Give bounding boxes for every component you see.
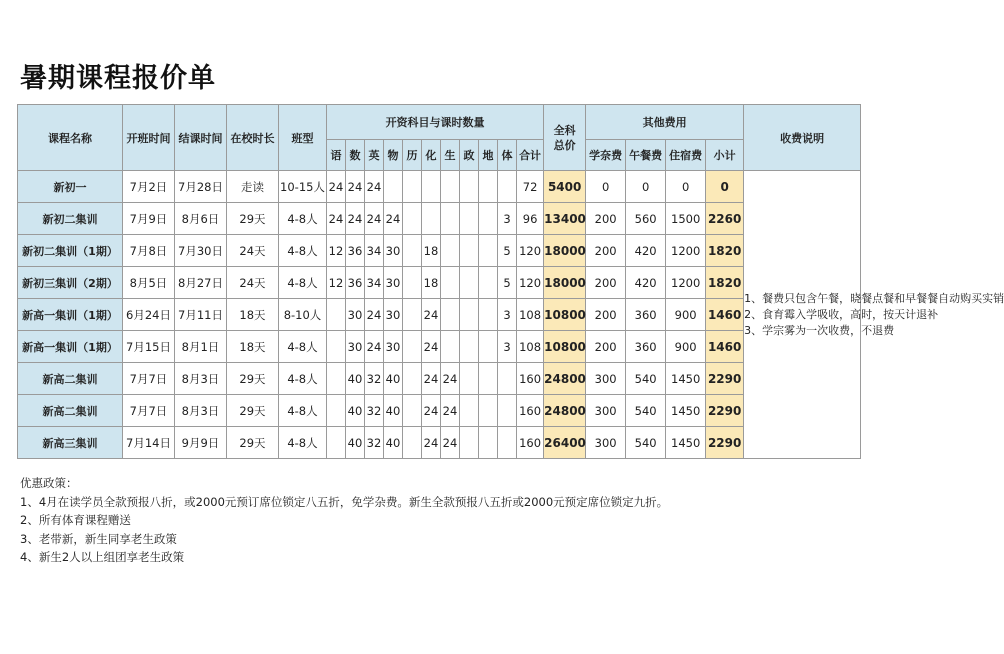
policy-item: 3、老带新，新生同享老生政策 <box>20 531 177 546</box>
subject-hours-cell: 3 <box>498 203 517 235</box>
policy-title: 优惠政策： <box>20 476 78 490</box>
full-price-cell: 5400 <box>544 171 586 203</box>
subject-hours-cell <box>479 171 498 203</box>
table-row <box>18 267 861 299</box>
subject-hours-cell: 30 <box>384 235 403 267</box>
start-cell: 7月15日 <box>123 331 175 363</box>
subject-hours-cell <box>384 171 403 203</box>
duration-cell: 29天 <box>227 363 279 395</box>
fee-cell: 360 <box>626 299 666 331</box>
header-subject: 生 <box>441 140 460 171</box>
subject-hours-cell: 24 <box>365 171 384 203</box>
course-name-cell: 新初一 <box>18 171 123 203</box>
header-subject: 合计 <box>517 140 544 171</box>
fee-cell: 0 <box>666 171 706 203</box>
class-type-cell: 4-8人 <box>279 427 327 459</box>
subject-hours-cell <box>498 395 517 427</box>
subject-hours-cell: 24 <box>365 299 384 331</box>
table-row <box>18 395 861 427</box>
subject-hours-cell <box>498 363 517 395</box>
subject-hours-cell <box>479 299 498 331</box>
end-cell: 7月28日 <box>175 171 227 203</box>
subject-hours-cell <box>327 299 346 331</box>
subject-hours-cell: 40 <box>384 363 403 395</box>
subject-hours-cell: 24 <box>365 331 384 363</box>
subject-hours-cell <box>422 171 441 203</box>
table-row <box>18 203 861 235</box>
full-price-cell: 26400 <box>544 427 586 459</box>
subject-hours-cell: 30 <box>384 331 403 363</box>
subject-hours-cell: 108 <box>517 299 544 331</box>
subject-hours-cell <box>441 331 460 363</box>
course-name-cell: 新初三集训（2期） <box>18 267 123 299</box>
end-cell: 7月11日 <box>175 299 227 331</box>
subject-hours-cell: 24 <box>422 363 441 395</box>
full-price-cell: 18000 <box>544 267 586 299</box>
subject-hours-cell <box>479 203 498 235</box>
class-type-cell: 4-8人 <box>279 235 327 267</box>
subject-hours-cell <box>403 267 422 299</box>
subject-hours-cell <box>403 395 422 427</box>
course-name-cell: 新初二集训 <box>18 203 123 235</box>
subject-hours-cell <box>403 299 422 331</box>
header-subject: 数 <box>346 140 365 171</box>
header-subject: 历 <box>403 140 422 171</box>
table-row <box>18 363 861 395</box>
fee-cell: 200 <box>586 203 626 235</box>
end-cell: 8月27日 <box>175 267 227 299</box>
subject-hours-cell: 32 <box>365 427 384 459</box>
header-subject: 英 <box>365 140 384 171</box>
policy-item: 2、所有体育课程赠送 <box>20 513 131 527</box>
course-name-cell: 新高三集训 <box>18 427 123 459</box>
table-row <box>18 427 861 459</box>
subject-hours-cell <box>479 331 498 363</box>
fee-cell: 540 <box>626 427 666 459</box>
fee-cell: 1200 <box>666 235 706 267</box>
subject-hours-cell: 40 <box>384 427 403 459</box>
subject-hours-cell <box>460 235 479 267</box>
fee-subtotal-cell: 2290 <box>706 427 744 459</box>
subject-hours-cell <box>422 203 441 235</box>
header-end: 结课时间 <box>175 105 227 171</box>
fee-notes-cell <box>744 171 1004 459</box>
subject-hours-cell <box>460 395 479 427</box>
start-cell: 7月7日 <box>123 395 175 427</box>
fee-cell: 420 <box>626 267 666 299</box>
subject-hours-cell <box>327 427 346 459</box>
fee-note: 1、餐费只包含午餐，晓餐点餐和早餐餐自动购买实销 <box>744 291 1004 305</box>
header-subject: 政 <box>460 140 479 171</box>
header-notes: 收费说明 <box>744 105 861 171</box>
subject-hours-cell: 24 <box>422 331 441 363</box>
subject-hours-cell: 120 <box>517 267 544 299</box>
course-name-cell: 新高一集训（1期） <box>18 331 123 363</box>
course-name-cell: 新初二集训（1期） <box>18 235 123 267</box>
subject-hours-cell: 30 <box>346 299 365 331</box>
end-cell: 8月1日 <box>175 331 227 363</box>
subject-hours-cell <box>498 171 517 203</box>
subject-hours-cell: 24 <box>422 395 441 427</box>
header-subject: 语 <box>327 140 346 171</box>
table-row <box>18 299 861 331</box>
page-title: 暑期课程报价单 <box>20 63 216 94</box>
subject-hours-cell: 96 <box>517 203 544 235</box>
subject-hours-cell: 24 <box>327 203 346 235</box>
subject-hours-cell <box>327 395 346 427</box>
full-price-cell: 10800 <box>544 331 586 363</box>
subject-hours-cell <box>479 267 498 299</box>
subject-hours-cell: 3 <box>498 299 517 331</box>
end-cell: 8月6日 <box>175 203 227 235</box>
subject-hours-cell: 32 <box>365 363 384 395</box>
subject-hours-cell: 36 <box>346 267 365 299</box>
subject-hours-cell <box>327 363 346 395</box>
header-fee: 午餐费 <box>626 140 666 171</box>
fee-cell: 1450 <box>666 395 706 427</box>
fee-cell: 200 <box>586 331 626 363</box>
duration-cell: 18天 <box>227 299 279 331</box>
duration-cell: 29天 <box>227 203 279 235</box>
subject-hours-cell: 12 <box>327 235 346 267</box>
subject-hours-cell <box>460 299 479 331</box>
subject-hours-cell <box>479 235 498 267</box>
subject-hours-cell: 24 <box>441 363 460 395</box>
subject-hours-cell: 72 <box>517 171 544 203</box>
start-cell: 7月8日 <box>123 235 175 267</box>
fee-cell: 1200 <box>666 267 706 299</box>
header-full-price-text: 全科总价 <box>553 123 576 152</box>
subject-hours-cell: 24 <box>327 171 346 203</box>
table-row <box>18 235 861 267</box>
class-type-cell: 4-8人 <box>279 395 327 427</box>
start-cell: 7月2日 <box>123 171 175 203</box>
subject-hours-cell <box>403 235 422 267</box>
subject-hours-cell <box>479 427 498 459</box>
end-cell: 8月3日 <box>175 395 227 427</box>
start-cell: 7月14日 <box>123 427 175 459</box>
subject-hours-cell: 40 <box>346 363 365 395</box>
fee-cell: 200 <box>586 235 626 267</box>
subject-hours-cell <box>460 267 479 299</box>
duration-cell: 29天 <box>227 427 279 459</box>
fee-cell: 540 <box>626 363 666 395</box>
subject-hours-cell <box>403 427 422 459</box>
subject-hours-cell: 40 <box>384 395 403 427</box>
class-type-cell: 4-8人 <box>279 363 327 395</box>
fee-subtotal-cell: 2260 <box>706 203 744 235</box>
full-price-cell: 24800 <box>544 395 586 427</box>
duration-cell: 24天 <box>227 267 279 299</box>
duration-cell: 走读 <box>227 171 279 203</box>
fee-cell: 0 <box>626 171 666 203</box>
subject-hours-cell: 32 <box>365 395 384 427</box>
price-table <box>17 104 1004 459</box>
class-type-cell: 4-8人 <box>279 203 327 235</box>
header-class-type: 班型 <box>279 105 327 171</box>
subject-hours-cell: 12 <box>327 267 346 299</box>
fee-cell: 1450 <box>666 363 706 395</box>
subject-hours-cell: 24 <box>422 299 441 331</box>
class-type-cell: 4-8人 <box>279 267 327 299</box>
duration-cell: 18天 <box>227 331 279 363</box>
fee-subtotal-cell: 2290 <box>706 395 744 427</box>
subject-hours-cell: 160 <box>517 427 544 459</box>
subject-hours-cell <box>460 363 479 395</box>
header-duration: 在校时长 <box>227 105 279 171</box>
subject-hours-cell <box>460 203 479 235</box>
subject-hours-cell <box>403 363 422 395</box>
subject-hours-cell: 24 <box>441 395 460 427</box>
subject-hours-cell <box>327 331 346 363</box>
table-row <box>18 171 861 203</box>
subject-hours-cell <box>441 203 460 235</box>
start-cell: 6月24日 <box>123 299 175 331</box>
fee-cell: 200 <box>586 299 626 331</box>
subject-hours-cell <box>460 331 479 363</box>
fee-subtotal-cell: 1460 <box>706 331 744 363</box>
header-start: 开班时间 <box>123 105 175 171</box>
subject-hours-cell <box>479 395 498 427</box>
subject-hours-cell <box>498 427 517 459</box>
policy-item: 4、新生2人以上组团享老生政策 <box>20 550 185 564</box>
subject-hours-cell: 30 <box>346 331 365 363</box>
fee-cell: 1500 <box>666 203 706 235</box>
course-name-cell: 新高一集训（1期） <box>18 299 123 331</box>
end-cell: 7月30日 <box>175 235 227 267</box>
subject-hours-cell: 5 <box>498 267 517 299</box>
subject-hours-cell <box>441 299 460 331</box>
class-type-cell: 8-10人 <box>279 299 327 331</box>
subject-hours-cell: 120 <box>517 235 544 267</box>
fee-cell: 300 <box>586 395 626 427</box>
fee-cell: 540 <box>626 395 666 427</box>
full-price-cell: 24800 <box>544 363 586 395</box>
subject-hours-cell: 160 <box>517 363 544 395</box>
full-price-cell: 18000 <box>544 235 586 267</box>
fee-subtotal-cell: 1820 <box>706 267 744 299</box>
fee-subtotal-cell: 0 <box>706 171 744 203</box>
subject-hours-cell: 24 <box>346 203 365 235</box>
duration-cell: 29天 <box>227 395 279 427</box>
subject-hours-cell: 160 <box>517 395 544 427</box>
subject-hours-cell <box>460 427 479 459</box>
subject-hours-cell: 34 <box>365 235 384 267</box>
subject-hours-cell <box>460 171 479 203</box>
start-cell: 8月5日 <box>123 267 175 299</box>
fee-cell: 1450 <box>666 427 706 459</box>
end-cell: 9月9日 <box>175 427 227 459</box>
subject-hours-cell <box>441 267 460 299</box>
full-price-cell: 13400 <box>544 203 586 235</box>
header-course-name: 课程名称 <box>18 105 123 171</box>
start-cell: 7月9日 <box>123 203 175 235</box>
table-row <box>18 331 861 363</box>
duration-cell: 24天 <box>227 235 279 267</box>
subject-hours-cell: 30 <box>384 267 403 299</box>
subject-hours-cell <box>441 171 460 203</box>
fee-cell: 900 <box>666 331 706 363</box>
subject-hours-cell <box>403 331 422 363</box>
header-subject: 物 <box>384 140 403 171</box>
header-subjects-group: 开资科目与课时数量 <box>327 105 544 140</box>
fee-cell: 360 <box>626 331 666 363</box>
subject-hours-cell: 40 <box>346 427 365 459</box>
header-fee: 小计 <box>706 140 744 171</box>
subject-hours-cell <box>441 235 460 267</box>
fee-cell: 560 <box>626 203 666 235</box>
header-subject: 体 <box>498 140 517 171</box>
header-subject: 地 <box>479 140 498 171</box>
header-other-fees: 其他费用 <box>586 105 744 140</box>
fee-cell: 420 <box>626 235 666 267</box>
class-type-cell: 10-15人 <box>279 171 327 203</box>
subject-hours-cell: 24 <box>384 203 403 235</box>
header-full-price <box>544 105 586 171</box>
policy-section <box>20 474 668 567</box>
fee-subtotal-cell: 1460 <box>706 299 744 331</box>
fee-cell: 300 <box>586 363 626 395</box>
start-cell: 7月7日 <box>123 363 175 395</box>
subject-hours-cell: 24 <box>441 427 460 459</box>
subject-hours-cell: 34 <box>365 267 384 299</box>
class-type-cell: 4-8人 <box>279 331 327 363</box>
fee-note: 3、学宗雾为一次收费，不退费 <box>744 323 895 337</box>
subject-hours-cell <box>479 363 498 395</box>
subject-hours-cell: 5 <box>498 235 517 267</box>
subject-hours-cell: 24 <box>365 203 384 235</box>
subject-hours-cell <box>403 203 422 235</box>
course-name-cell: 新高二集训 <box>18 395 123 427</box>
subject-hours-cell: 40 <box>346 395 365 427</box>
header-subject: 化 <box>422 140 441 171</box>
policy-item: 1、4月在读学员全款预报八折，或2000元预订席位锁定八五折，免学杂费。新生全款预报八五折或2000元预定席位锁定九折。 <box>20 494 669 509</box>
fee-cell: 900 <box>666 299 706 331</box>
header-fee: 住宿费 <box>666 140 706 171</box>
subject-hours-cell: 108 <box>517 331 544 363</box>
subject-hours-cell <box>403 171 422 203</box>
fee-subtotal-cell: 2290 <box>706 363 744 395</box>
subject-hours-cell: 30 <box>384 299 403 331</box>
subject-hours-cell: 18 <box>422 235 441 267</box>
fee-cell: 300 <box>586 427 626 459</box>
subject-hours-cell: 36 <box>346 235 365 267</box>
subject-hours-cell: 24 <box>422 427 441 459</box>
subject-hours-cell: 3 <box>498 331 517 363</box>
subject-hours-cell: 18 <box>422 267 441 299</box>
subject-hours-cell: 24 <box>346 171 365 203</box>
header-fee: 学奈费 <box>586 140 626 171</box>
fee-note: 2、食育霉入学吸收，高时，按天计退补 <box>744 307 939 321</box>
fee-cell: 0 <box>586 171 626 203</box>
fee-subtotal-cell: 1820 <box>706 235 744 267</box>
full-price-cell: 10800 <box>544 299 586 331</box>
end-cell: 8月3日 <box>175 363 227 395</box>
course-name-cell: 新高二集训 <box>18 363 123 395</box>
fee-cell: 200 <box>586 267 626 299</box>
